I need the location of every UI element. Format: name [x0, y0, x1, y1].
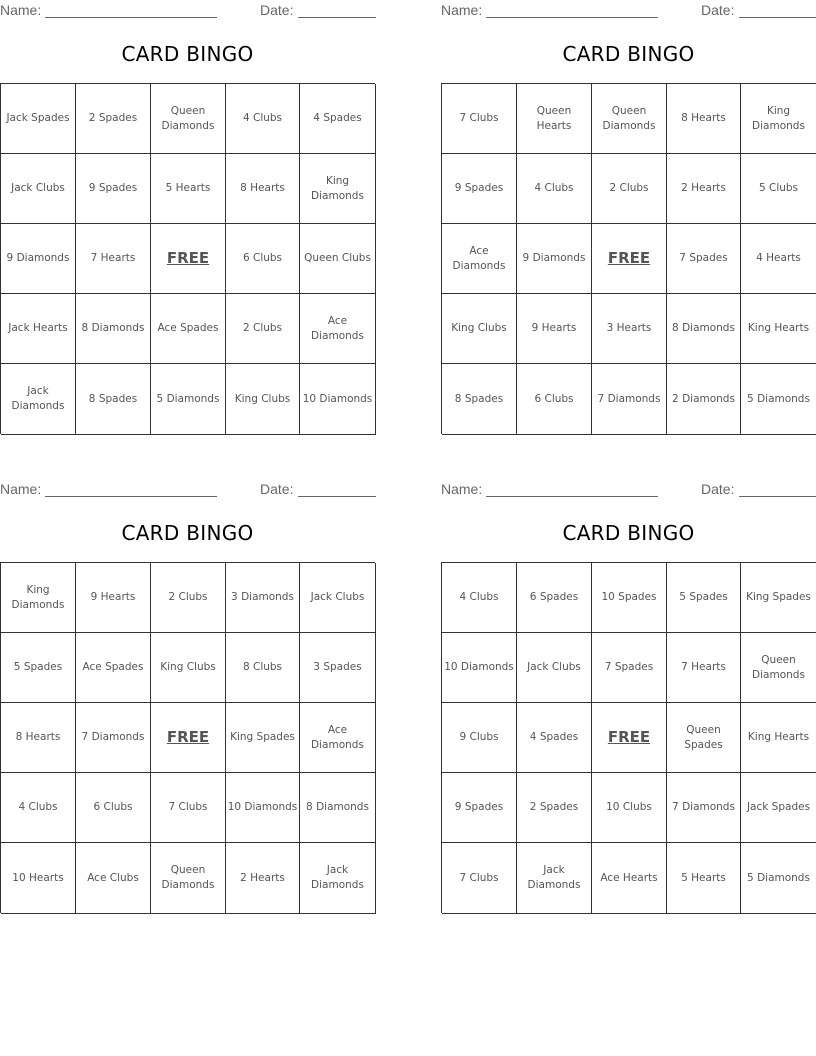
- bingo-cell: 5 Diamonds: [741, 364, 816, 435]
- bingo-cell: King Diamonds: [741, 84, 816, 154]
- bingo-cell: 9 Spades: [442, 773, 517, 843]
- bingo-cell: Queen Diamonds: [592, 84, 667, 154]
- bingo-cell: 7 Clubs: [151, 773, 226, 843]
- card-header: [0, 0, 375, 22]
- bingo-cell: Queen Diamonds: [151, 843, 226, 914]
- date-label: Date:: [701, 2, 735, 18]
- bingo-cell: 5 Diamonds: [741, 843, 816, 914]
- bingo-cell: Queen Diamonds: [741, 633, 816, 703]
- bingo-cell: 8 Clubs: [226, 633, 300, 703]
- bingo-cell: Queen Hearts: [517, 84, 592, 154]
- bingo-cell: 7 Diamonds: [76, 703, 151, 773]
- bingo-grid: [441, 83, 816, 434]
- card-title: CARD BINGO: [121, 521, 254, 545]
- bingo-cell: 9 Hearts: [76, 563, 151, 633]
- bingo-cell: 4 Clubs: [442, 563, 517, 633]
- date-blank-line: [298, 17, 376, 18]
- bingo-cell: Jack Spades: [741, 773, 816, 843]
- bingo-cell: 9 Clubs: [442, 703, 517, 773]
- bingo-grid: [0, 83, 375, 434]
- bingo-cell: Jack Diamonds: [1, 364, 76, 435]
- bingo-card: [441, 0, 816, 405]
- bingo-cell: 9 Spades: [76, 154, 151, 224]
- bingo-cell: 4 Spades: [517, 703, 592, 773]
- date-label: Date:: [260, 2, 294, 18]
- bingo-cell: 8 Hearts: [667, 84, 741, 154]
- bingo-cell: 9 Spades: [442, 154, 517, 224]
- bingo-cell: King Diamonds: [300, 154, 376, 224]
- bingo-grid: [441, 562, 816, 913]
- date-blank-line: [298, 496, 376, 497]
- bingo-cell: 8 Spades: [442, 364, 517, 435]
- card-header: [0, 479, 375, 501]
- bingo-card: [0, 479, 375, 891]
- card-header: [441, 479, 816, 501]
- bingo-cell: King Hearts: [741, 703, 816, 773]
- card-title: CARD BINGO: [562, 42, 695, 66]
- name-blank-line: [45, 17, 217, 18]
- date-label: Date:: [260, 481, 294, 497]
- bingo-cell: 3 Hearts: [592, 294, 667, 364]
- bingo-cell: King Diamonds: [1, 563, 76, 633]
- bingo-cell: 9 Diamonds: [517, 224, 592, 294]
- bingo-cell: Queen Diamonds: [151, 84, 226, 154]
- bingo-cell: 2 Hearts: [667, 154, 741, 224]
- free-space-cell: FREE: [151, 224, 226, 294]
- bingo-cell: 8 Diamonds: [667, 294, 741, 364]
- bingo-cell: 8 Diamonds: [76, 294, 151, 364]
- bingo-cell: Ace Clubs: [76, 843, 151, 914]
- bingo-cell: 2 Spades: [517, 773, 592, 843]
- bingo-cell: 10 Diamonds: [300, 364, 376, 435]
- name-blank-line: [486, 17, 658, 18]
- bingo-cell: Ace Spades: [76, 633, 151, 703]
- date-blank-line: [739, 496, 816, 497]
- bingo-cell: 5 Hearts: [151, 154, 226, 224]
- card-title: CARD BINGO: [562, 521, 695, 545]
- bingo-cell: 7 Spades: [592, 633, 667, 703]
- bingo-cell: 3 Spades: [300, 633, 376, 703]
- name-label: Name:: [441, 2, 483, 18]
- bingo-cell: Jack Diamonds: [517, 843, 592, 914]
- bingo-cell: 7 Clubs: [442, 843, 517, 914]
- name-blank-line: [45, 496, 217, 497]
- bingo-cell: 10 Diamonds: [226, 773, 300, 843]
- bingo-cell: 8 Hearts: [226, 154, 300, 224]
- bingo-cell: Ace Hearts: [592, 843, 667, 914]
- bingo-cell: 8 Hearts: [1, 703, 76, 773]
- bingo-cell: 9 Diamonds: [1, 224, 76, 294]
- card-title: CARD BINGO: [121, 42, 254, 66]
- bingo-cell: 6 Clubs: [76, 773, 151, 843]
- bingo-cell: 7 Spades: [667, 224, 741, 294]
- free-space-cell: FREE: [592, 224, 667, 294]
- bingo-cell: 5 Clubs: [741, 154, 816, 224]
- free-space-cell: FREE: [592, 703, 667, 773]
- bingo-cell: Ace Spades: [151, 294, 226, 364]
- bingo-cell: 4 Clubs: [517, 154, 592, 224]
- bingo-cell: Ace Diamonds: [442, 224, 517, 294]
- bingo-cell: 7 Hearts: [76, 224, 151, 294]
- bingo-cell: King Clubs: [226, 364, 300, 435]
- bingo-cell: King Clubs: [442, 294, 517, 364]
- bingo-cell: 7 Diamonds: [667, 773, 741, 843]
- bingo-cell: 5 Hearts: [667, 843, 741, 914]
- bingo-cell: Jack Clubs: [1, 154, 76, 224]
- bingo-cell: King Clubs: [151, 633, 226, 703]
- bingo-cell: King Spades: [741, 563, 816, 633]
- bingo-cell: Jack Clubs: [300, 563, 376, 633]
- bingo-cell: 7 Diamonds: [592, 364, 667, 435]
- bingo-cell: 2 Hearts: [226, 843, 300, 914]
- name-blank-line: [486, 496, 658, 497]
- bingo-cell: Queen Spades: [667, 703, 741, 773]
- bingo-cell: 2 Diamonds: [667, 364, 741, 435]
- bingo-cell: 8 Diamonds: [300, 773, 376, 843]
- name-label: Name:: [441, 481, 483, 497]
- bingo-cell: 2 Clubs: [226, 294, 300, 364]
- bingo-cell: 8 Spades: [76, 364, 151, 435]
- bingo-cell: 4 Clubs: [226, 84, 300, 154]
- bingo-cell: Queen Clubs: [300, 224, 376, 294]
- bingo-cell: 10 Spades: [592, 563, 667, 633]
- bingo-cell: 4 Spades: [300, 84, 376, 154]
- bingo-card: [441, 479, 816, 891]
- bingo-cell: 2 Spades: [76, 84, 151, 154]
- date-label: Date:: [701, 481, 735, 497]
- bingo-cell: Jack Spades: [1, 84, 76, 154]
- bingo-cell: 3 Diamonds: [226, 563, 300, 633]
- bingo-cell: Ace Diamonds: [300, 703, 376, 773]
- bingo-cell: Jack Hearts: [1, 294, 76, 364]
- bingo-cell: 2 Clubs: [151, 563, 226, 633]
- bingo-cell: 10 Clubs: [592, 773, 667, 843]
- bingo-cell: 6 Spades: [517, 563, 592, 633]
- bingo-cell: 7 Hearts: [667, 633, 741, 703]
- bingo-cell: 5 Diamonds: [151, 364, 226, 435]
- bingo-cell: King Spades: [226, 703, 300, 773]
- bingo-cell: 4 Hearts: [741, 224, 816, 294]
- date-blank-line: [739, 17, 816, 18]
- bingo-card: [0, 0, 375, 412]
- bingo-cell: 10 Diamonds: [442, 633, 517, 703]
- bingo-cell: 6 Clubs: [226, 224, 300, 294]
- bingo-cell: 9 Hearts: [517, 294, 592, 364]
- bingo-cell: Jack Clubs: [517, 633, 592, 703]
- bingo-cell: 4 Clubs: [1, 773, 76, 843]
- card-header: [441, 0, 816, 22]
- bingo-cell: 7 Clubs: [442, 84, 517, 154]
- bingo-cell: 6 Clubs: [517, 364, 592, 435]
- bingo-cell: Ace Diamonds: [300, 294, 376, 364]
- bingo-cell: 5 Spades: [1, 633, 76, 703]
- bingo-grid: [0, 562, 375, 913]
- bingo-cell: King Hearts: [741, 294, 816, 364]
- bingo-cell: 5 Spades: [667, 563, 741, 633]
- bingo-cell: 10 Hearts: [1, 843, 76, 914]
- name-label: Name:: [0, 2, 42, 18]
- name-label: Name:: [0, 481, 42, 497]
- free-space-cell: FREE: [151, 703, 226, 773]
- bingo-cell: Jack Diamonds: [300, 843, 376, 914]
- bingo-cell: 2 Clubs: [592, 154, 667, 224]
